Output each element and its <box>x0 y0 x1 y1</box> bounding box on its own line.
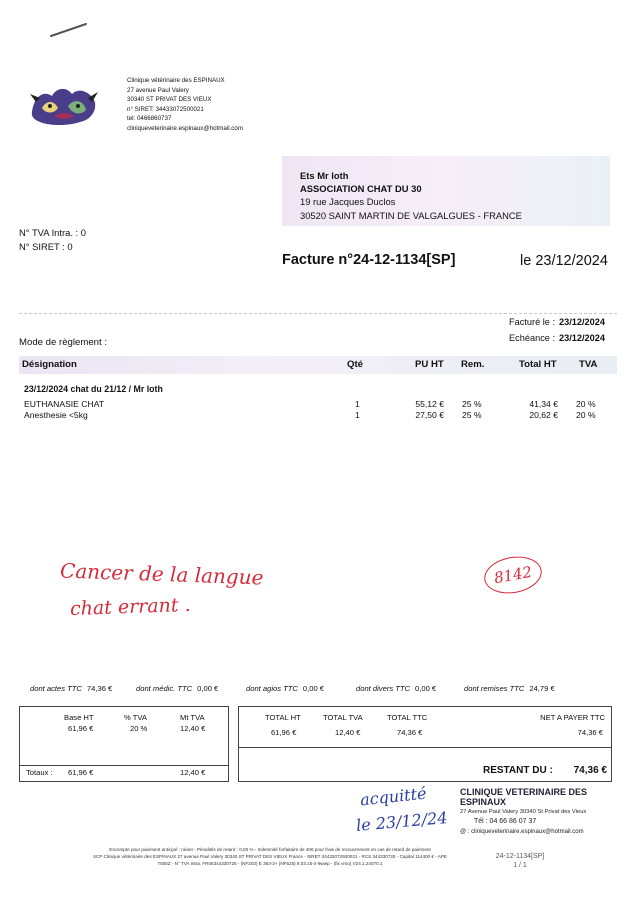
clinic-logo <box>28 82 100 128</box>
row1-rem: 25 % <box>462 399 482 409</box>
tot-ttc: 74,36 € <box>397 728 423 737</box>
vat-pct: 20 % <box>130 724 148 733</box>
remises-value: 24,79 € <box>529 684 555 693</box>
actes-value: 74,36 € <box>86 684 113 693</box>
tot-h-tva: TOTAL TVA <box>323 713 363 722</box>
recipient-line2: ASSOCIATION CHAT DU 30 <box>300 183 422 194</box>
tot-ht: 61,96 € <box>271 728 297 737</box>
vat-totals-label: Totaux : <box>26 768 53 777</box>
medic-label: dont médic. TTC <box>136 684 193 693</box>
legal-footer <box>60 846 480 867</box>
tot-h-ttc: TOTAL TTC <box>387 713 428 722</box>
footer-line3: 7500Z - N° TVA Intra. FR06344330725 - (NF203) E 363-3+ (NF525) 8.03.15-4-9wwp - (fix vmo) V24.1.24070.1 <box>157 861 383 866</box>
stamp-address: 27 Avenue Paul Valery 30340 St Privat des Vieux <box>460 809 587 815</box>
billed-date <box>440 317 605 327</box>
vat-h-base: Base HT <box>64 713 94 722</box>
header-qty: Qté <box>347 359 363 370</box>
handwritten-note-1: Cancer de la langue <box>59 558 264 590</box>
divider <box>19 313 617 314</box>
footer-line1: Escompte pour paiement anticipé : néant - Pénalités de retard : 0,00 % - Indemnité forfaitaire de 40€ pour frais de recouvrement en cas de retard de paiement <box>109 847 431 852</box>
vat-mt: 12,40 € <box>180 724 206 733</box>
tot-tva: 12,40 € <box>335 728 361 737</box>
row2-total: 20,62 € <box>529 410 558 420</box>
invoice-date: le 23/12/2024 <box>520 253 608 269</box>
remises-label: dont remises TTC <box>464 684 525 693</box>
recipient-block <box>282 156 610 226</box>
clinic-city: 30340 ST PRIVAT DES VIEUX <box>127 96 212 104</box>
summary-actes <box>30 684 112 693</box>
vat-base: 61,96 € <box>68 724 94 733</box>
row2-rem: 25 % <box>462 410 482 420</box>
paid-note: acquitté <box>359 783 428 810</box>
due-value: 23/12/2024 <box>559 333 605 343</box>
client-ids <box>19 226 86 254</box>
vat-tot-mt: 12,40 € <box>180 768 206 777</box>
clinic-address <box>127 76 243 134</box>
header-pu: PU HT <box>415 359 444 370</box>
table-header <box>19 356 617 374</box>
row1-pu: 55,12 € <box>415 399 444 409</box>
vat-h-mt: Mt TVA <box>180 713 205 722</box>
row2-designation: Anesthesie <5kg <box>24 410 88 420</box>
stamp-tel: Tél : 04 66 86 07 37 <box>474 818 537 825</box>
row1-qty: 1 <box>355 399 360 409</box>
divers-value: 0,00 € <box>415 684 437 693</box>
page-number: 1 / 1 <box>513 862 527 869</box>
summary-agios <box>246 684 324 693</box>
vat-box <box>19 706 229 782</box>
clinic-email: cliniqueveterinaire.espinaux@hotmail.com <box>127 124 243 132</box>
divers-label: dont divers TTC <box>356 684 411 693</box>
pen-mark <box>48 20 90 40</box>
tot-h-ht: TOTAL HT <box>265 713 301 722</box>
header-designation: Désignation <box>22 359 77 370</box>
header-rem: Rem. <box>461 359 485 370</box>
stamp-email: @ : cliniqueveterinaire.espinaux@hotmail.com <box>460 829 584 835</box>
row1-total: 41,34 € <box>529 399 558 409</box>
actes-label: dont actes TTC <box>30 684 82 693</box>
rest-value: 74,36 € <box>573 765 607 776</box>
totals-box <box>238 706 612 782</box>
vat-h-pct: % TVA <box>124 713 147 722</box>
medic-value: 0,00 € <box>197 684 219 693</box>
paid-date: le 23/12/24 <box>355 808 449 835</box>
due-date <box>440 333 605 343</box>
row1-tva: 20 % <box>576 399 596 409</box>
recipient-line3: 19 rue Jacques Duclos <box>300 196 396 207</box>
summary-divers <box>356 684 436 693</box>
agios-label: dont agios TTC <box>246 684 298 693</box>
clinic-tel: tel: 0466860737 <box>127 115 172 123</box>
clinic-stamp <box>460 787 610 837</box>
tot-h-net: NET A PAYER TTC <box>540 713 605 722</box>
handwritten-note-2: chat errant . <box>69 593 191 621</box>
recipient-line1: Ets Mr loth <box>300 170 349 181</box>
row2-tva: 20 % <box>576 410 596 420</box>
totals-divider <box>239 747 611 748</box>
header-tva: TVA <box>579 359 598 370</box>
circled-number: 8142 <box>481 552 544 598</box>
stamp-name: CLINIQUE VETERINAIRE DES ESPINAUX <box>460 787 588 807</box>
payment-mode: Mode de règlement : <box>19 337 107 348</box>
billed-value: 23/12/2024 <box>559 317 605 327</box>
agios-value: 0,00 € <box>302 684 325 693</box>
section-title: 23/12/2024 chat du 21/12 / Mr loth <box>24 384 163 394</box>
header-total: Total HT <box>519 359 557 370</box>
summary-medic <box>136 684 218 693</box>
vat-divider <box>20 765 228 766</box>
row1-designation: EUTHANASIE CHAT <box>24 399 105 409</box>
tot-net: 74,36 € <box>577 728 603 737</box>
clinic-siret: n° SIRET: 34433072500021 <box>127 105 204 113</box>
page-info <box>490 852 550 870</box>
invoice-title: Facture n°24-12-1134[SP] <box>282 252 456 268</box>
vat-tot-base: 61,96 € <box>68 768 94 777</box>
client-siret: N° SIRET : 0 <box>19 241 73 252</box>
row2-pu: 27,50 € <box>415 410 444 420</box>
client-tva: N° TVA Intra. : 0 <box>19 227 86 238</box>
due-label: Echéance : <box>509 333 556 343</box>
row2-qty: 1 <box>355 410 360 420</box>
summary-remises <box>464 684 555 693</box>
rest-label: RESTANT DU : <box>483 765 553 776</box>
footer-ref: 24-12-1134[SP] <box>495 853 545 860</box>
billed-label: Facturé le : <box>509 317 556 327</box>
recipient-line4: 30520 SAINT MARTIN DE VALGALGUES - FRANCE <box>300 210 522 221</box>
clinic-street: 27 avenue Paul Valery <box>127 86 189 94</box>
footer-line2: SCP Clinique vétérinaire des ESPINAUX 27 avenue Paul Valery 30340 ST PRIVAT DES VIEUX France - SIRET 34433072500021 - RCS 344330725 - Capital 114400 € - APE <box>92 854 447 859</box>
clinic-name: Clinique vétérinaire des ESPINAUX <box>127 77 225 84</box>
